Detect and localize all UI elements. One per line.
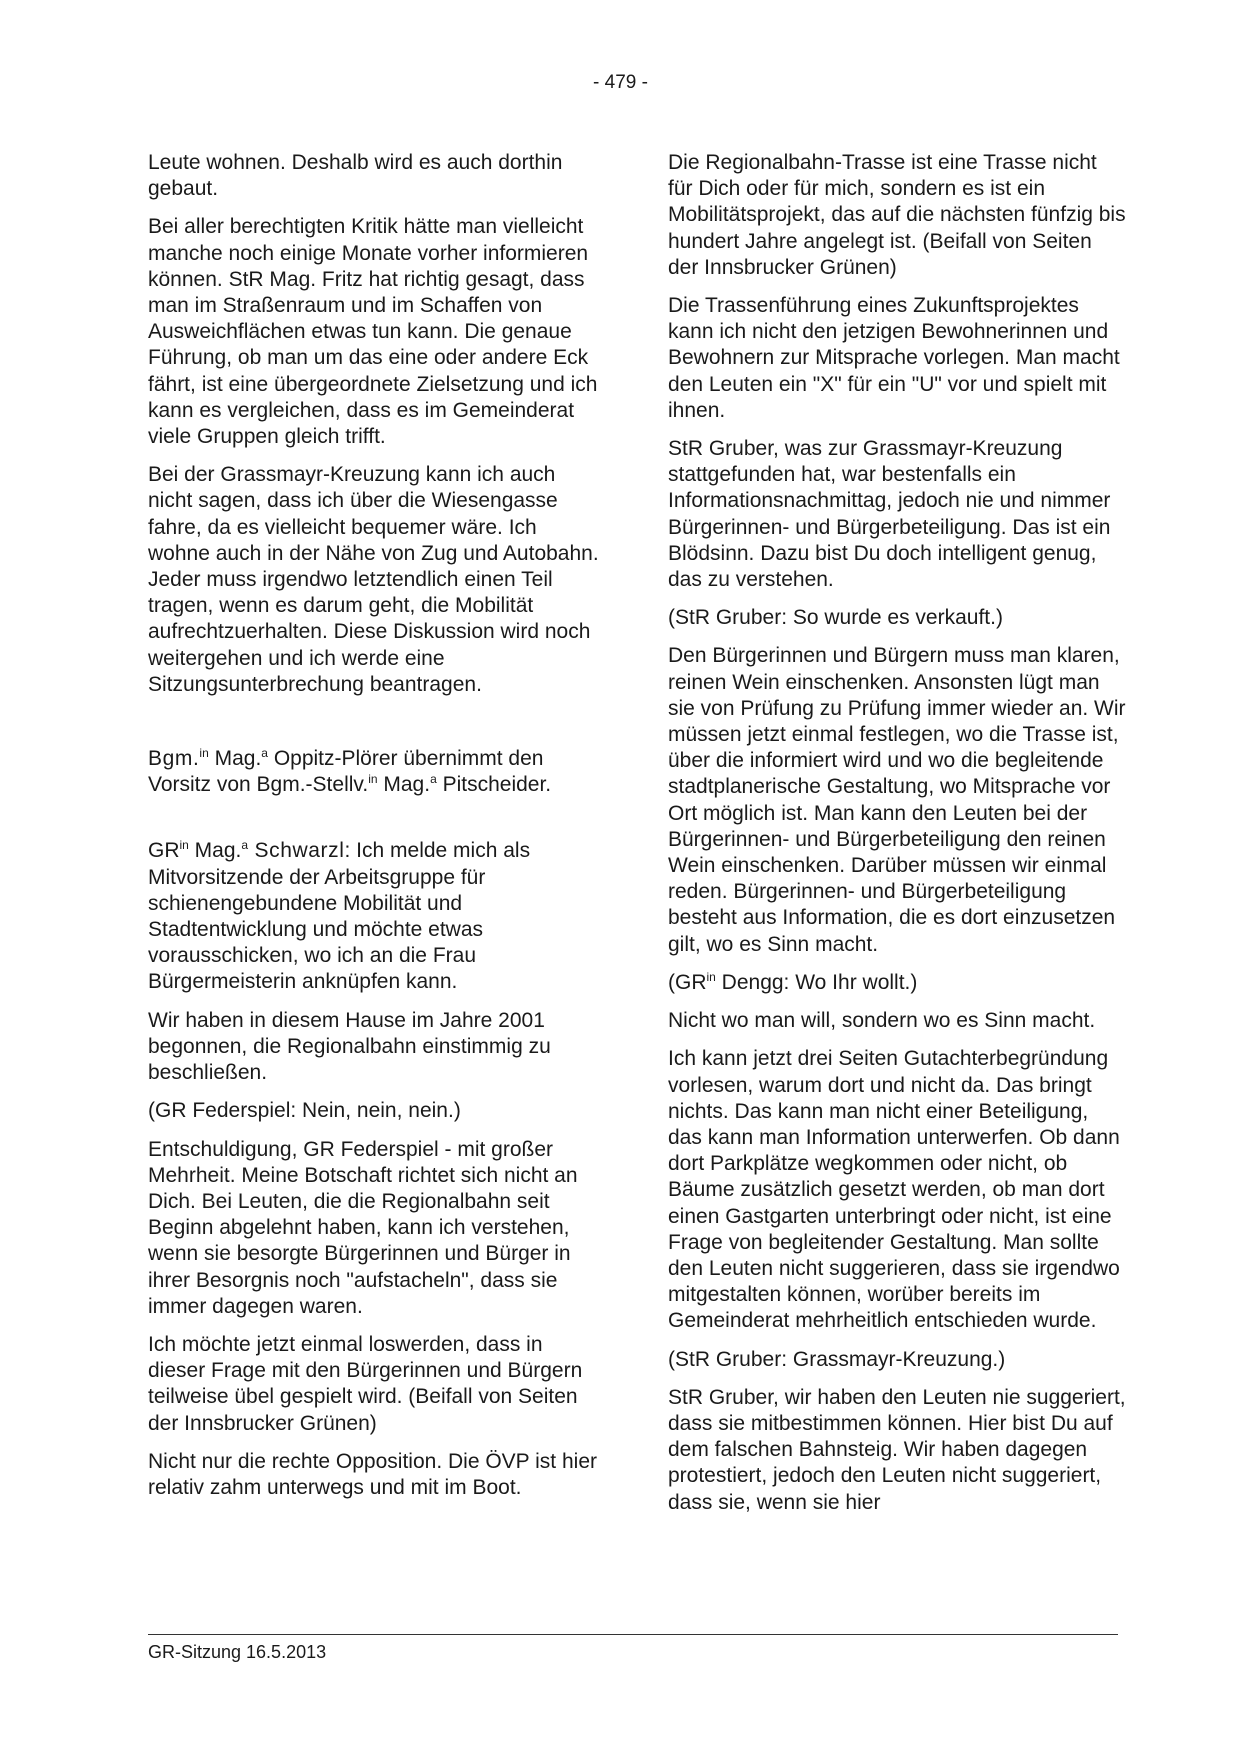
interjection: ($GR^{in}$ Dengg: Wo Ihr wollt.) — [668, 969, 918, 994]
interjection: (StR Gruber: So wurde es verkauft.) — [668, 606, 1003, 630]
right-column — [668, 150, 1126, 1528]
paragraph: Bei aller berechtigten Kritik hätte man vielleicht manche noch einige Monate vorher informieren können. StR Mag. Fritz hat richtig gesagt, dass man im Straßenraum und im Schaffen von Ausweichflächen etwas tun kann. Die genaue Führung, ob man um das eine oder andere Eck fährt, ist eine übergeordnete Zielsetzung und ich kann es vergleichen, dass es im Gemeinderat viele Gruppen gleich trifft. — [148, 215, 598, 449]
paragraph: Die Regionalbahn-Trasse ist eine Trasse nicht für Dich oder für mich, sondern es ist ein Mobilitätsprojekt, das auf die nächsten fünfzig bis hundert Jahre angelegt ist. (Beifall von Seiten der Innsbrucker Grünen) — [668, 151, 1126, 279]
footer-divider — [148, 1634, 1118, 1635]
paragraph: Bei der Grassmayr-Kreuzung kann ich auch nicht sagen, dass ich über die Wiesengasse fahre, da es vielleicht bequemer wäre. Ich wohne auch in der Nähe von Zug und Autobahn. Jeder muss irgendwo letztendlich einen Teil tragen, wenn es darum geht, die Mobilität aufrechtzuerhalten. Diese Diskussion wird noch weitergehen und ich werde eine Sitzungsunterbrechung beantragen. — [148, 463, 599, 696]
paragraph: Leute wohnen. Deshalb wird es auch dorthin gebaut. — [148, 151, 563, 201]
speaker-paragraph: $GR^{in}$ Mag.$^a$ Schwarzl: Ich melde mich als Mitvorsitzende der Arbeitsgruppe für schienengebundene Mobilität und Stadtentwicklung und möchte etwas vorausschicken, wo ich an die Frau Bürgermeisterin anknüpfen kann. — [148, 838, 531, 994]
paragraph: StR Gruber, wir haben den Leuten nie suggeriert, dass sie mitbestimmen können. Hier bist Du auf dem falschen Bahnsteig. Wir haben dagegen protestiert, jedoch den Leuten nicht suggeriert, dass sie, wenn sie hier — [668, 1385, 1126, 1514]
chair-change-note: Bgm.$^{in}$ Mag.$^a$ Oppitz-Plörer übernimmt den Vorsitz von Bgm.-Stellv.$^{in}$ Mag.$^a$ Pitscheider. — [148, 746, 552, 797]
footer-text: GR-Sitzung 16.5.2013 — [148, 1642, 327, 1662]
paragraph: Wir haben in diesem Hause im Jahre 2001 begonnen, die Regionalbahn einstimmig zu beschließen. — [148, 1008, 551, 1085]
paragraph: Die Trassenführung eines Zukunftsprojektes kann ich nicht den jetzigen Bewohnerinnen und Bewohnern zur Mitsprache vorlegen. Man macht den Leuten ein "X" für ein "U" vor und spielt mit ihnen. — [668, 294, 1120, 422]
paragraph: Ich kann jetzt drei Seiten Gutachterbegründung vorlesen, warum dort und nicht da. Das bringt nichts. Das kann man nicht einer Beteiligung, das kann man Information unterwerfen. Ob dann dort Parkplätze wegkommen oder nicht, ob Bäume zusätzlich gesetzt werden, ob man dort einen Gastgarten unterbringt oder nicht, ist eine Frage von begleitender Gestaltung. Man sollte den Leuten nicht suggerieren, dass sie irgendwo mitgestalten können, worüber bereits im Gemeinderat mehrheitlich entschieden wurde. — [668, 1047, 1120, 1333]
page-number: - 479 - — [593, 72, 648, 93]
paragraph: Den Bürgerinnen und Bürgern muss man klaren, reinen Wein einschenken. Ansonsten lügt man sie von Prüfung zu Prüfung immer wieder an. Wir müssen jetzt einmal festlegen, wo die Trasse ist, über die informiert wird und wo die begleitende stadtplanerische Gestaltung, wo Mitsprache vor Ort möglich ist. Man kann den Leuten bei der Bürgerinnen- und Bürgerbeteiligung den reinen Wein einschenken. Darüber müssen wir einmal reden. Bürgerinnen- und Bürgerbeteiligung besteht aus Information, die es dort einzusetzen gilt, wo es Sinn macht. — [668, 644, 1126, 956]
paragraph: Nicht wo man will, sondern wo es Sinn macht. — [668, 1009, 1096, 1033]
paragraph: Nicht nur die rechte Opposition. Die ÖVP ist hier relativ zahm unterwegs und mit im Boot. — [148, 1449, 597, 1499]
paragraph: Entschuldigung, GR Federspiel - mit großer Mehrheit. Meine Botschaft richtet sich nicht an Dich. Bei Leuten, die die Regionalbahn seit Beginn abgelehnt haben, kann ich verstehen, wenn sie besorgte Bürgerinnen und Bürger in ihrer Besorgnis noch "aufstacheln", dass sie immer dagegen waren. — [148, 1137, 578, 1318]
speaker-name: Schwarzl — [248, 839, 345, 863]
paragraph: StR Gruber, was zur Grassmayr-Kreuzung stattgefunden hat, war bestenfalls ein Informationsnachmittag, jedoch nie und nimmer Bürgerinnen- und Bürgerbeteiligung. Das ist ein Blödsinn. Dazu bist Du doch intelligent genug, das zu verstehen. — [668, 437, 1111, 592]
interjection: (GR Federspiel: Nein, nein, nein.) — [148, 1099, 461, 1123]
paragraph: Ich möchte jetzt einmal loswerden, dass in dieser Frage mit den Bürgerinnen und Bürgern teilweise übel gespielt wird. (Beifall von Seiten der Innsbrucker Grünen) — [148, 1332, 583, 1435]
left-column — [148, 150, 604, 1513]
interjection: (StR Gruber: Grassmayr-Kreuzung.) — [668, 1347, 1006, 1371]
